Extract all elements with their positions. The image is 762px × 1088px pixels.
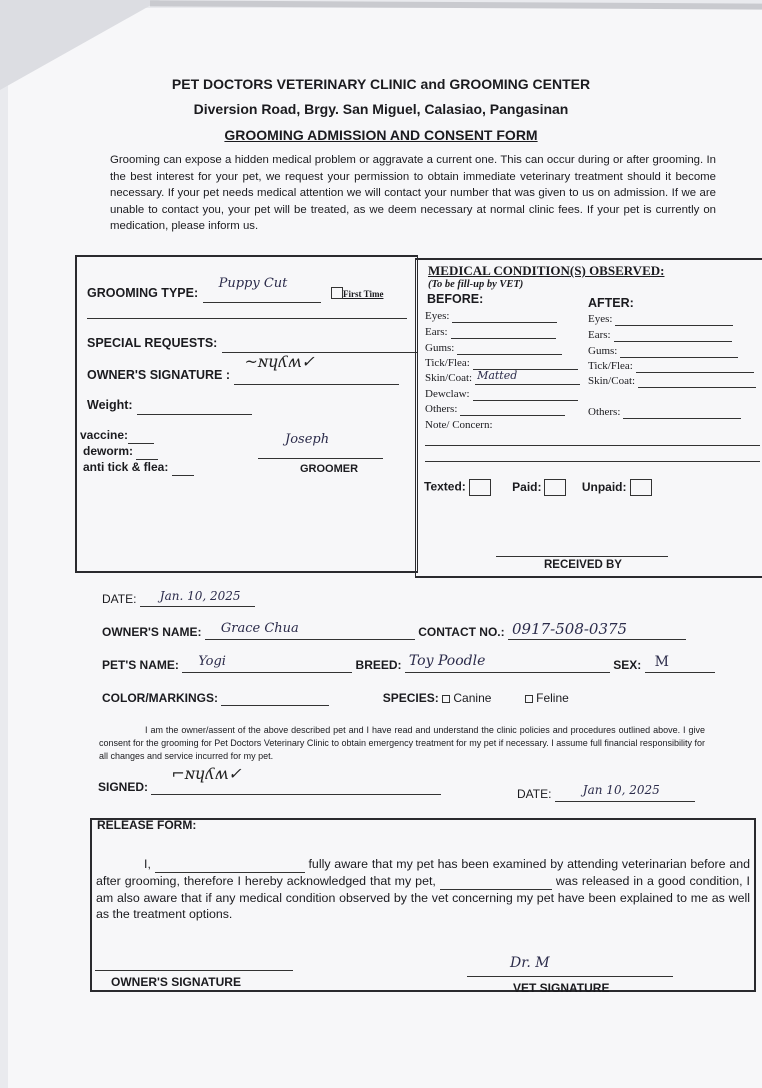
owner-name-field[interactable]	[205, 621, 415, 640]
after-item-label: Others:	[588, 406, 621, 418]
unpaid-checkbox[interactable]	[630, 479, 652, 496]
grooming-type-extra-line	[87, 318, 407, 319]
after-item-label: Tick/Flea:	[588, 360, 633, 372]
unpaid-label: Unpaid:	[581, 479, 627, 494]
antitick-field[interactable]	[172, 460, 194, 476]
after-item-label: Ears:	[588, 329, 611, 341]
before-item-label: Gums:	[425, 342, 455, 354]
note-line-2[interactable]	[425, 461, 760, 462]
contact-label: CONTACT NO.:	[418, 625, 505, 639]
date-label: DATE:	[102, 592, 137, 606]
weight-row	[87, 396, 252, 415]
feline-label: Feline	[536, 691, 569, 705]
canine-label: Canine	[453, 691, 492, 705]
consent-paragraph: I am the owner/assent of the above described pet and I have read and understand the clinic policies and procedures outlined above. I give consent for the grooming for Pet Doctors Veterinary Clinic to obtain emergency treatment for my pet if necessary. I assume full financial responsibility for all changes and service incurred for my pet.	[99, 725, 705, 761]
before-item-field[interactable]	[451, 326, 556, 339]
first-time-checkbox[interactable]	[331, 287, 343, 299]
date-value: Jan. 10, 2025	[159, 589, 241, 603]
medical-subtitle: (To be fill-up by VET)	[428, 279, 524, 290]
signed-field[interactable]	[151, 764, 441, 795]
vet-signature-line[interactable]	[467, 976, 673, 977]
release-owner-signature-line[interactable]	[95, 970, 293, 971]
vaccine-field[interactable]	[128, 428, 154, 444]
signed-label: SIGNED:	[98, 780, 149, 794]
groomer-label: GROOMER	[300, 463, 359, 475]
breed-label: BREED:	[355, 658, 402, 672]
before-item-field[interactable]	[452, 310, 557, 323]
vet-signature-value: Dr. M	[510, 955, 550, 971]
before-label: BEFORE:	[427, 292, 484, 306]
before-item-row	[425, 369, 580, 385]
before-item-row	[425, 403, 565, 416]
signed-date-row	[517, 783, 695, 802]
release-text-2: fully aware that my pet has been examined by attending veterinarian before and after grooming, therefore I hereby acknowledged that my pet,	[96, 857, 750, 888]
after-item-label: Skin/Coat:	[588, 375, 636, 387]
after-item-row	[588, 313, 733, 326]
date-field[interactable]	[140, 589, 255, 607]
before-item-row	[425, 388, 578, 401]
feline-checkbox[interactable]	[525, 695, 533, 703]
owner-signature-row	[87, 352, 399, 385]
clinic-name: PET DOCTORS VETERINARY CLINIC and GROOMING CENTER	[171, 76, 591, 92]
before-item-field[interactable]	[460, 403, 565, 416]
medical-title: MEDICAL CONDITION(S) OBSERVED:	[428, 263, 665, 278]
signed-date-value: Jan 10, 2025	[582, 783, 660, 797]
after-item-row	[588, 375, 756, 388]
release-text-3: was released in a good condition, I am also aware that if any medical condition observed by the vet concerning my pet have been explained to me as well as the treatment options.	[96, 874, 750, 921]
clinic-address: Diversion Road, Brgy. San Miguel, Calasiao, Pangasinan	[193, 101, 569, 117]
deworm-field[interactable]	[136, 444, 158, 460]
before-item-field[interactable]	[475, 369, 580, 385]
received-by-line[interactable]	[496, 556, 668, 557]
pet-name-value: Yogi	[198, 654, 226, 669]
health-checklist	[80, 428, 194, 476]
owner-name-row	[102, 620, 686, 640]
before-item-row	[425, 342, 562, 355]
before-item-field[interactable]	[473, 388, 578, 401]
after-item-field[interactable]	[620, 345, 738, 358]
weight-label: Weight:	[87, 398, 133, 412]
color-markings-field[interactable]	[221, 691, 329, 706]
species-option-canine[interactable]	[442, 691, 491, 705]
signed-date-label: DATE:	[517, 787, 552, 801]
special-requests-label: SPECIAL REQUESTS:	[87, 336, 218, 350]
before-item-label: Dewclaw:	[425, 388, 470, 400]
after-item-label: Eyes:	[588, 313, 613, 325]
release-paragraph	[96, 856, 750, 922]
sex-label: SEX:	[613, 658, 642, 672]
after-item-row	[588, 329, 732, 342]
before-item-label: Eyes:	[425, 310, 450, 322]
signed-row	[98, 764, 441, 795]
pet-name-row	[102, 653, 715, 673]
weight-field[interactable]	[137, 396, 252, 415]
after-item-row	[588, 360, 754, 373]
intro-paragraph: Grooming can expose a hidden medical problem or aggravate a current one. This can occur during or after grooming. In the best interest for your pet, we request your permission to obtain immediate veterinary treatment should it become necessary. If your pet needs medical attention we will contact your number that was given to us on admission. If we are unable to contact you, your pet will be treated, as we deem necessary at normal clinic fees. If your pet is currently on medication, please inform us.	[110, 154, 716, 232]
pet-name-field[interactable]	[182, 654, 352, 673]
after-item-field[interactable]	[638, 375, 756, 388]
after-item-field[interactable]	[614, 329, 732, 342]
date-row	[102, 589, 255, 607]
breed-value: Toy Poodle	[408, 653, 486, 669]
release-owner-signature-label: OWNER'S SIGNATURE	[111, 975, 241, 989]
special-requests-row	[87, 334, 417, 353]
signed-scribble: ⌐ɴɥʎʍ✓	[171, 764, 242, 783]
vet-signature-label: VET SIGNATURE	[513, 981, 610, 995]
antitick-label: anti tick & flea:	[83, 460, 169, 474]
release-title: RELEASE FORM:	[97, 818, 197, 832]
after-label: AFTER:	[588, 296, 634, 310]
sex-value: M	[654, 654, 669, 670]
owner-name-value: Grace Chua	[220, 621, 299, 636]
before-item-label: Skin/Coat:	[425, 372, 473, 384]
owner-signature-field[interactable]	[234, 352, 399, 385]
after-item-label: Gums:	[588, 345, 618, 357]
before-item-label: Others:	[425, 403, 458, 415]
before-item-label: Ears:	[425, 326, 448, 338]
color-species-row	[102, 691, 569, 706]
contact-value: 0917-508-0375	[511, 620, 628, 638]
release-text-1: I,	[144, 857, 151, 871]
grooming-type-field[interactable]	[203, 276, 321, 303]
owner-signature-label: OWNER'S SIGNATURE :	[87, 368, 231, 382]
owner-name-label: OWNER'S NAME:	[102, 625, 202, 639]
grooming-type-value: Puppy Cut	[218, 276, 288, 291]
release-pet-name-field[interactable]	[440, 873, 552, 890]
paid-checkbox[interactable]	[544, 479, 566, 496]
special-requests-field[interactable]	[222, 334, 417, 353]
groomer-line[interactable]	[258, 458, 383, 459]
after-item-row	[588, 406, 741, 419]
form-title: GROOMING ADMISSION AND CONSENT FORM	[224, 127, 538, 143]
first-time-label: First Time	[343, 289, 384, 299]
grooming-type-label: GROOMING TYPE:	[87, 286, 199, 300]
before-item-row	[425, 310, 557, 323]
after-item-field[interactable]	[623, 406, 741, 419]
breed-field[interactable]	[405, 653, 610, 673]
before-item-row	[425, 326, 556, 339]
canine-checkbox[interactable]	[442, 695, 450, 703]
texted-label: Texted:	[424, 479, 466, 494]
status-row	[424, 479, 652, 496]
received-by-label: RECEIVED BY	[544, 559, 622, 571]
signed-date-field[interactable]	[555, 783, 695, 802]
note-concern-label: Note/ Concern:	[425, 419, 493, 431]
species-label: SPECIES:	[382, 691, 439, 705]
after-item-field[interactable]	[615, 313, 733, 326]
before-item-field[interactable]	[457, 342, 562, 355]
after-item-field[interactable]	[636, 360, 754, 373]
owner-signature-scribble: ~ɴɥʎʍ✓	[244, 352, 315, 371]
vaccine-label: vaccine:	[80, 428, 129, 442]
groomer-name: Joseph	[285, 432, 330, 447]
color-markings-label: COLOR/MARKINGS:	[102, 691, 218, 705]
species-option-feline[interactable]	[525, 691, 569, 705]
deworm-label: deworm:	[83, 444, 134, 458]
paid-label: Paid:	[512, 479, 542, 494]
contact-field[interactable]	[508, 620, 686, 640]
before-item-label: Tick/Flea:	[425, 357, 470, 369]
after-item-row	[588, 345, 738, 358]
texted-checkbox[interactable]	[469, 479, 491, 496]
grooming-type-row	[87, 276, 384, 303]
before-item-value: Matted	[477, 369, 518, 382]
pet-name-label: PET'S NAME:	[102, 658, 179, 672]
sex-field[interactable]	[645, 654, 715, 673]
note-line-1[interactable]	[425, 445, 760, 446]
release-owner-name-field[interactable]	[155, 856, 305, 873]
